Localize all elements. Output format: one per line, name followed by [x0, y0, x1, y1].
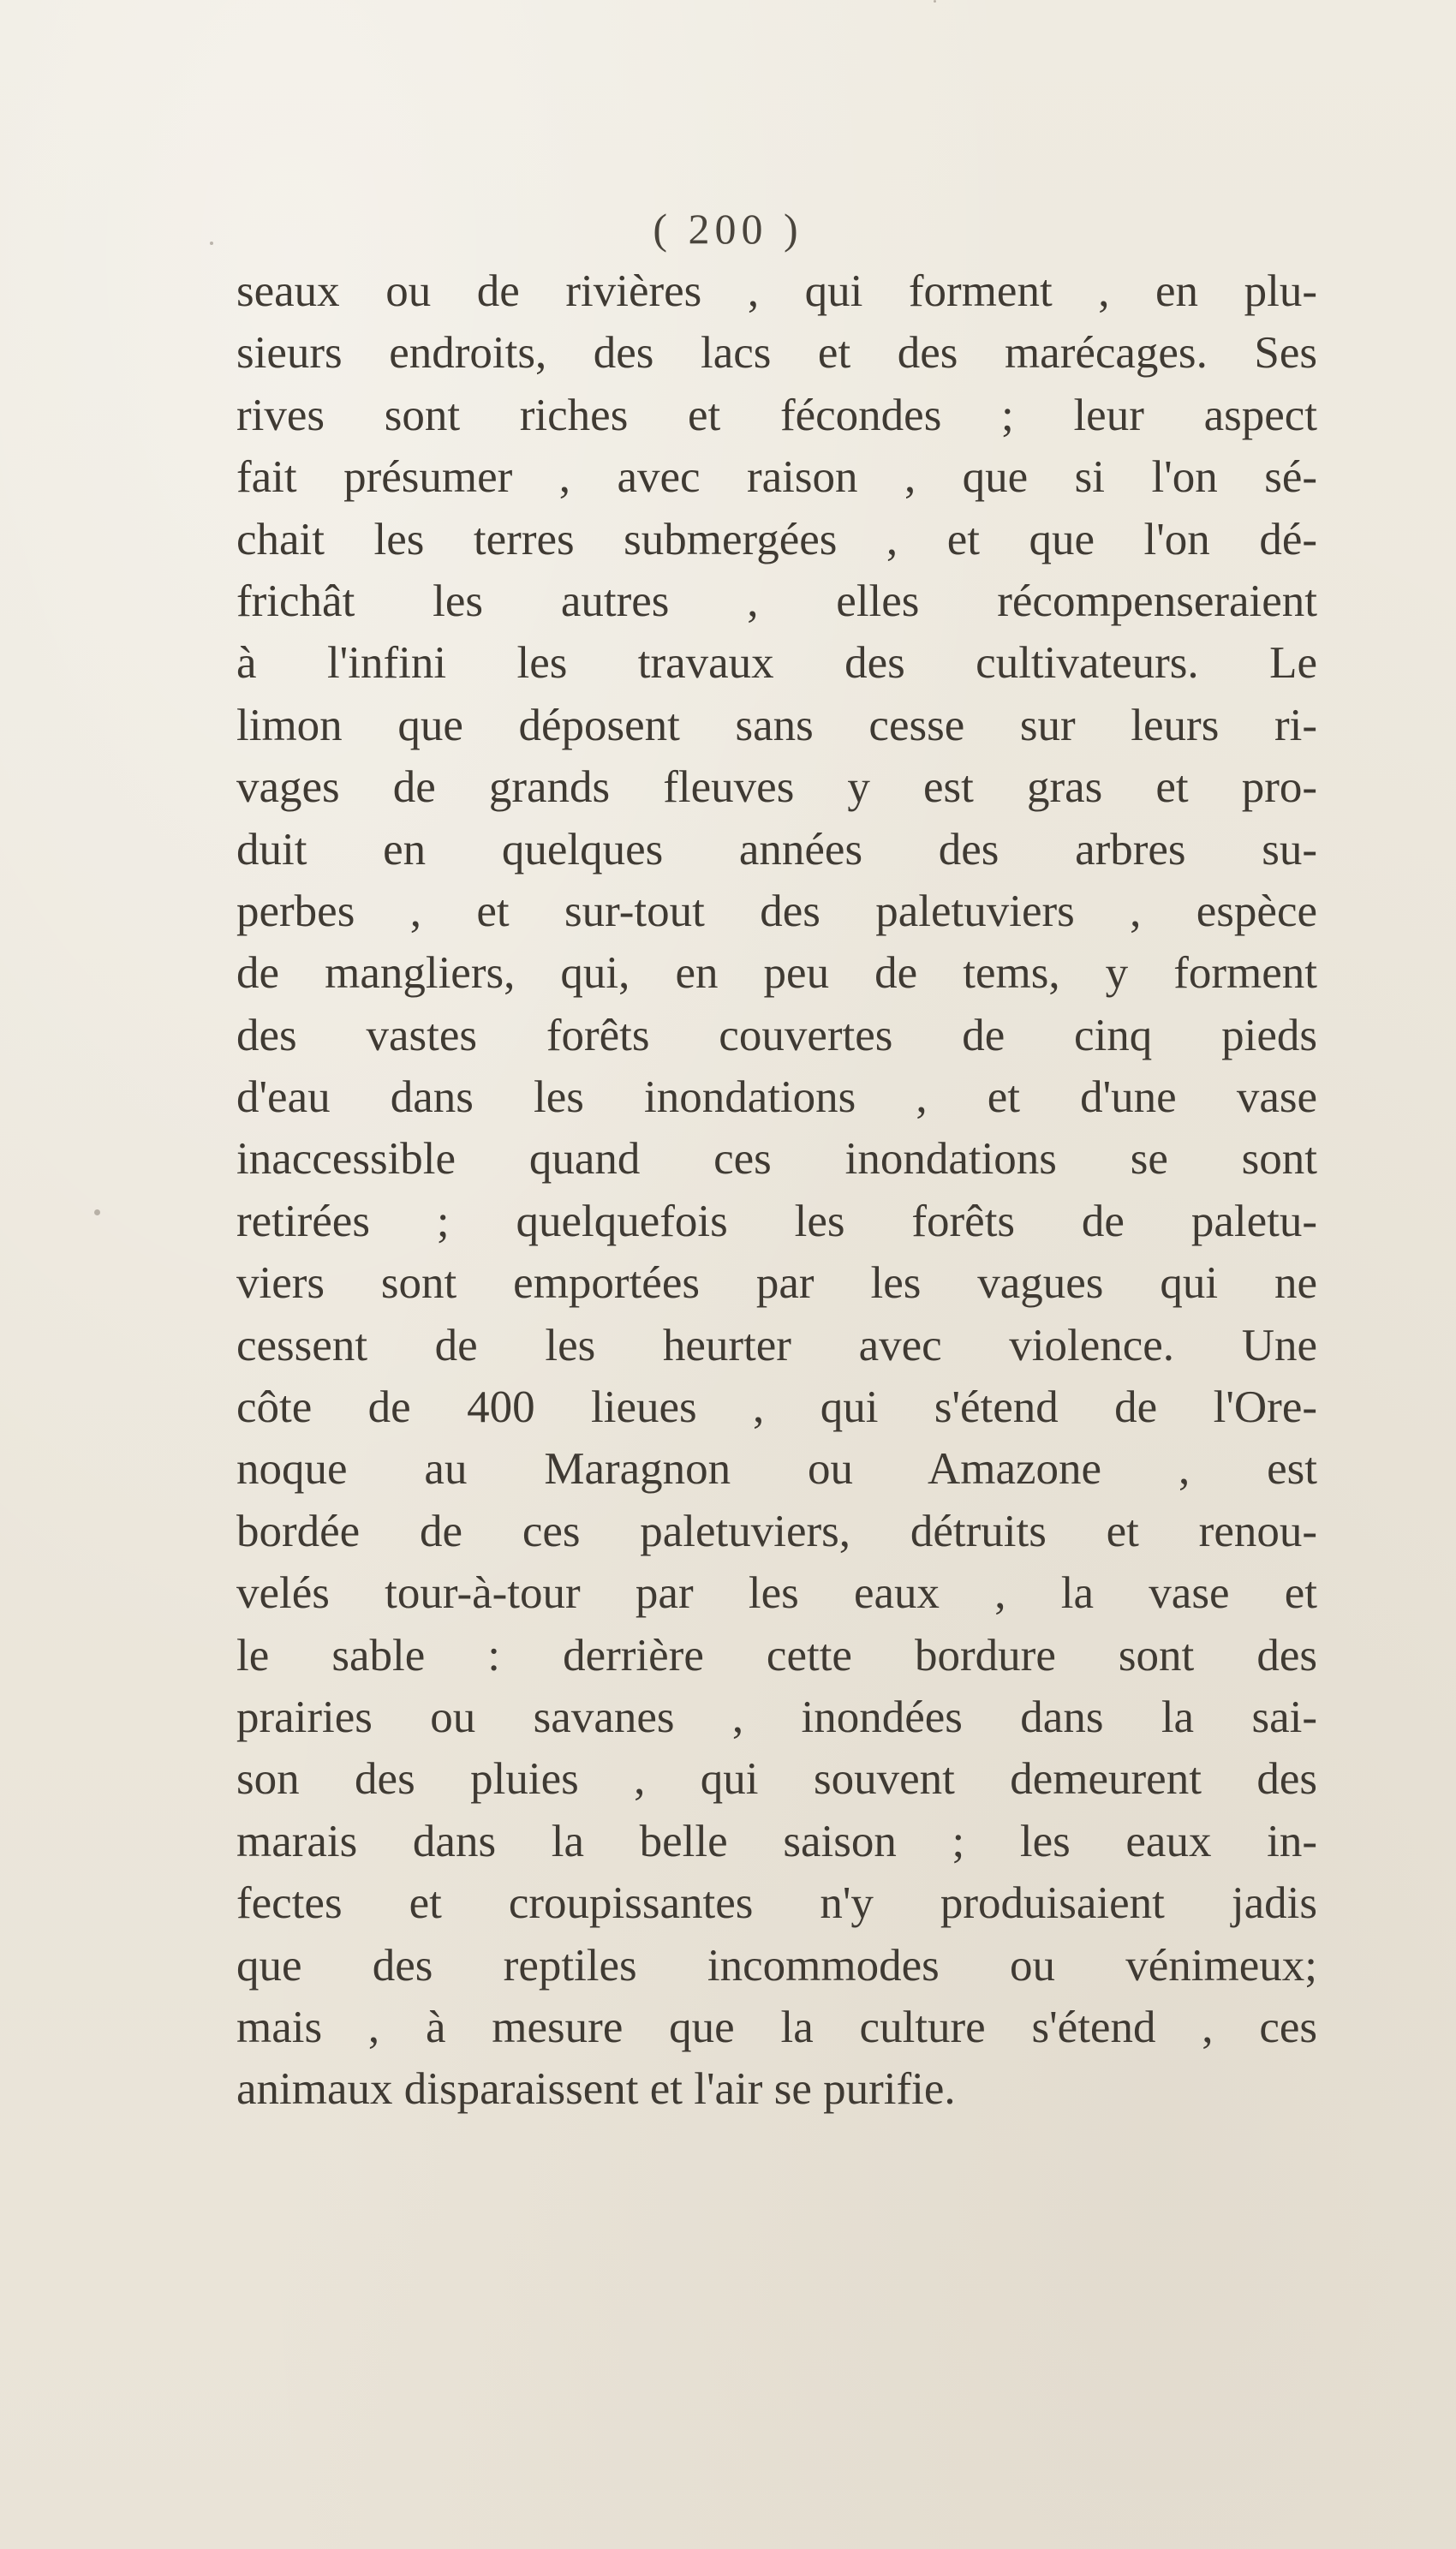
- text-line: fectes et croupissantes n'y produisaient jadis: [236, 1878, 1317, 1929]
- text-line: mais , à mesure que la culture s'étend , ces: [236, 2002, 1317, 2052]
- text-line: de mangliers, qui, en peu de tems, y forment: [236, 948, 1317, 999]
- text-line: retirées ; quelquefois les forêts de paletu-: [236, 1196, 1317, 1246]
- text-line: noque au Maragnon ou Amazone , est: [236, 1444, 1317, 1495]
- text-line: viers sont emportées par les vagues qui ne: [236, 1258, 1317, 1309]
- text-line: que des reptiles incommodes ou vénimeux;: [236, 1940, 1317, 1991]
- text-line: à l'infini les travaux des cultivateurs. Le: [236, 638, 1317, 689]
- text-line: frichât les autres , elles récompenseraient: [236, 576, 1317, 626]
- text-line: animaux disparaissent et l'air se purifie.: [236, 2064, 956, 2115]
- text-line: seaux ou de rivières , qui forment , en plu-: [236, 266, 1317, 316]
- text-line: limon que déposent sans cesse sur leurs ri-: [236, 700, 1317, 750]
- text-line: vages de grands fleuves y est gras et pro-: [236, 762, 1317, 813]
- text-line: rives sont riches et fécondes ; leur aspect: [236, 390, 1317, 440]
- text-line: duit en quelques années des arbres su-: [236, 824, 1317, 875]
- text-line: bordée de ces paletuviers, détruits et renou-: [236, 1506, 1317, 1556]
- text-line: son des pluies , qui souvent demeurent des: [236, 1754, 1317, 1805]
- text-line: cessent de les heurter avec violence. Une: [236, 1320, 1317, 1370]
- text-line: chait les terres submergées , et que l'on dé-: [236, 514, 1317, 564]
- text-line: perbes , et sur-tout des paletuviers , espèce: [236, 886, 1317, 936]
- text-line: marais dans la belle saison ; les eaux in-: [236, 1816, 1317, 1866]
- body-text: [236, 260, 1317, 2121]
- paper-speck: [210, 242, 213, 245]
- page-number: ( 200 ): [653, 205, 803, 253]
- text-line: le sable : derrière cette bordure sont des: [236, 1630, 1317, 1680]
- text-line: velés tour-à-tour par les eaux , la vase et: [236, 1568, 1317, 1619]
- paper-speck: [934, 0, 936, 3]
- text-line: inaccessible quand ces inondations se sont: [236, 1134, 1317, 1185]
- text-line: fait présumer , avec raison , que si l'on sé-: [236, 452, 1317, 503]
- paper-speck: [94, 1209, 100, 1215]
- text-line: prairies ou savanes , inondées dans la sai-: [236, 1692, 1317, 1742]
- text-line: d'eau dans les inondations , et d'une vase: [236, 1072, 1317, 1123]
- text-line: sieurs endroits, des lacs et des marécages. Ses: [236, 328, 1317, 379]
- text-line: des vastes forêts couvertes de cinq pieds: [236, 1010, 1317, 1060]
- text-line: côte de 400 lieues , qui s'étend de l'Ore-: [236, 1382, 1317, 1433]
